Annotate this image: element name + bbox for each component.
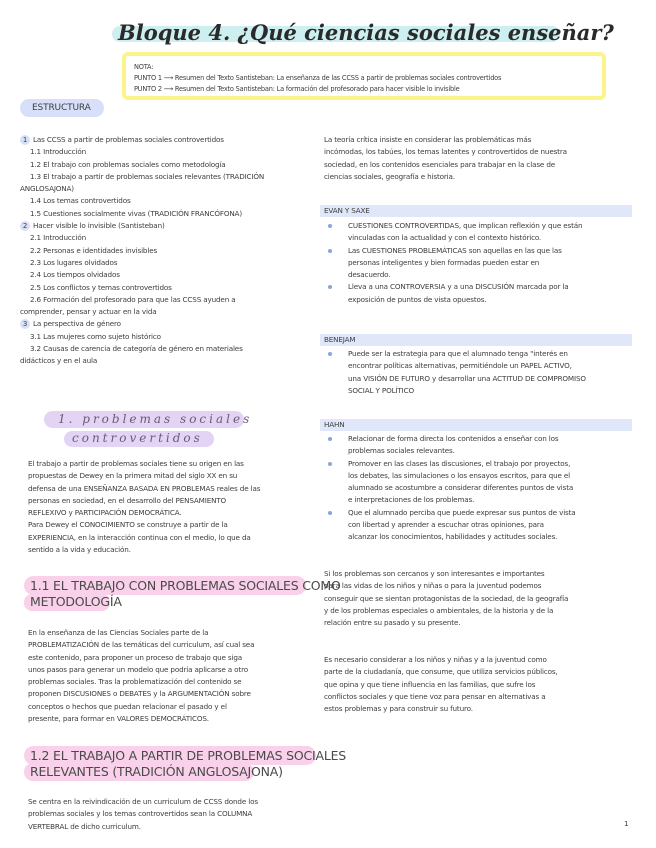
bullet-icon xyxy=(328,511,332,515)
list-item: 3.1 Las mujeres como sujeto histórico xyxy=(30,331,161,341)
text-line: CUESTIONES CONTROVERTIDAS, que implican reflexión y que están xyxy=(348,221,583,230)
list-item: 3 La perspectiva de género xyxy=(20,318,310,330)
benejam-label: BENEJAM xyxy=(324,335,356,344)
text-line: presente, para formar en VALORES DEMOCRÁTICOS. xyxy=(28,714,209,724)
text-line: personas en sociedad, en el desarrollo del PENSAMIENTO xyxy=(28,495,227,505)
text-line: Que el alumnado perciba que puede expresar sus puntos de vista xyxy=(348,507,576,517)
text-line: vinculadas con la actualidad y con el contexto histórico. xyxy=(348,233,542,243)
note-label: NOTA: xyxy=(134,63,154,71)
list-item xyxy=(324,507,634,544)
list-item: 1.4 Los temas controvertidos xyxy=(30,196,131,206)
text-line: personas inteligentes y bien formadas pueden estar en xyxy=(348,257,540,267)
text-line: Relacionar de forma directa los contenidos a enseñar con los xyxy=(348,434,559,443)
page-title: Bloque 4. ¿Qué ciencias sociales enseñar? xyxy=(118,20,614,45)
right-paragraph-3 xyxy=(324,654,634,715)
text-line: incómodas, los tabúes, los temas latentes y controvertidos de nuestra xyxy=(324,147,567,157)
section12-heading-line2: RELEVANTES (TRADICIÓN ANGLOSAJONA) xyxy=(30,764,283,779)
bullet-icon xyxy=(328,224,332,228)
hahn-list xyxy=(324,433,634,544)
text-line: Las CUESTIONES PROBLEMÁTICAS son aquellas en las que las xyxy=(348,245,562,255)
list-item: 2.5 Los conflictos y temas controvertidos xyxy=(30,282,172,292)
hahn-label: HAHN xyxy=(324,420,345,429)
list-item: 3.2 Causas de carencia de categoría de género en materiales xyxy=(30,344,243,354)
text-line: Es necesario considerar a los niños y niñas y a la juventud como xyxy=(324,655,547,664)
list-item xyxy=(324,433,634,458)
text-line: Para Dewey el CONOCIMIENTO se construye a partir de la xyxy=(28,520,228,530)
list-item: 2.4 Los tiempos olvidados xyxy=(30,270,120,280)
text-line: los debates, las simulaciones o los ensayos escritos, para que el xyxy=(348,470,571,480)
text-line: Si los problemas son cercanos y son interesantes e importantes xyxy=(324,569,545,578)
hahn-label-bar xyxy=(320,419,632,431)
section1-heading-line2: controvertidos xyxy=(72,431,203,445)
section11-heading-line1: 1.1 EL TRABAJO CON PROBLEMAS SOCIALES COMO xyxy=(30,578,341,593)
list-item: 2 Hacer visible lo invisible (Santisteban) xyxy=(20,220,310,232)
evans-list xyxy=(324,220,634,306)
list-item: 2.2 Personas e identidades invisibles xyxy=(30,245,158,255)
text-line: una VISIÓN DE FUTURO y desarrollar una ACTITUD DE COMPROMISO xyxy=(348,373,586,383)
text-line: PROBLEMATIZACIÓN de las temáticas del curriculum, así cual sea xyxy=(28,640,255,650)
note-line-1: PUNTO 1 ⟶ Resumen del Texto Santisteban: La enseñanza de las CCSS a partir de problemas sociales controvertidos xyxy=(134,74,502,82)
text-line: exposición de puntos de vista opuestos. xyxy=(348,294,487,304)
text-line: relación entre su pasado y su presente. xyxy=(324,618,461,628)
text-line: En la enseñanza de las Ciencias Sociales parte de la xyxy=(28,628,209,637)
list-item: comprender, pensar y actuar en la vida xyxy=(20,307,157,317)
text-line: problemas sociales. Tras la problematización del contenido se xyxy=(28,677,242,687)
text-line: problemas sociales y los temas controvertidos sean la COLUMNA xyxy=(28,809,253,819)
list-item: 1 Las CCSS a partir de problemas sociales controvertidos xyxy=(20,134,310,146)
page-number: 1 xyxy=(624,819,629,828)
section11-heading-line2: METODOLOGÍA xyxy=(30,594,122,609)
text-line: ciencias sociales, geografía e historia. xyxy=(324,171,455,181)
list-item xyxy=(324,220,634,245)
right-intro xyxy=(324,134,634,183)
bullet-icon xyxy=(328,249,332,253)
list-item xyxy=(324,348,634,397)
text-line: El trabajo a partir de problemas sociales tiene su origen en las xyxy=(28,459,244,468)
bullet-icon xyxy=(328,352,332,356)
bullet-icon xyxy=(328,462,332,466)
text-line: sociedad, en los contenidos esenciales para trabajar en la clase de xyxy=(324,159,556,169)
text-line: problemas sociales relevantes. xyxy=(348,446,455,456)
text-line: Puede ser la estrategia para que el alumnado tenga "interés en xyxy=(348,349,568,358)
section11-paragraph xyxy=(28,627,313,725)
list-item: 1.3 El trabajo a partir de problemas sociales relevantes (TRADICIÓN xyxy=(30,171,265,181)
list-item: 1.2 El trabajo con problemas sociales como metodología xyxy=(30,159,226,169)
text-line: unos pasos para generar un modelo que podría aplicarse a otro xyxy=(28,664,248,674)
list-item: 2.6 Formación del profesorado para que las CCSS ayuden a xyxy=(30,294,236,304)
text-line: proponen DISCUSIONES o DEBATES y la ARGUMENTACIÓN sobre xyxy=(28,689,251,699)
text-line: este contenido, para proponer un proceso de trabajo que siga xyxy=(28,652,243,662)
text-line: Promover en las clases las discusiones, el trabajo por proyectos, xyxy=(348,458,571,468)
text-line: que opina y que tiene influencia en las familias, que sufre los xyxy=(324,679,536,689)
list-item xyxy=(324,245,634,282)
list-item: ANGLOSAJONA) xyxy=(20,184,74,194)
text-line: propuestas de Dewey en la primera mitad del siglo XX en su xyxy=(28,471,238,481)
text-line: SOCIAL Y POLÍTICO xyxy=(348,385,414,395)
text-line: EXPERIENCIA, en la interacción continua con el medio, lo que da xyxy=(28,532,251,542)
right-paragraph-2 xyxy=(324,568,634,629)
bullet-icon xyxy=(328,437,332,441)
list-item: didácticos y en el aula xyxy=(20,356,98,366)
list-item: 2.3 Los lugares olvidados xyxy=(30,257,118,267)
note-box xyxy=(122,52,606,100)
list-item: 2.1 Introducción xyxy=(30,233,86,243)
estructura-label: ESTRUCTURA xyxy=(32,103,91,113)
bullet-icon xyxy=(328,285,332,289)
text-line: y de los problemas especiales o ambientales, de la historia y de la xyxy=(324,605,554,615)
section12-paragraph xyxy=(28,796,313,833)
list-item: 1.5 Cuestiones socialmente vivas (TRADICIÓN FRANCÓFONA) xyxy=(30,208,242,218)
text-line: para las vidas de los niños y niñas o para la juventud podemos xyxy=(324,581,542,591)
text-line: estos problemas y para construir su futuro. xyxy=(324,704,473,714)
text-line: desacuerdo. xyxy=(348,270,391,280)
text-line: con libertad y aprender a escuchar otras opiniones, para xyxy=(348,520,544,530)
list-item xyxy=(324,281,634,306)
text-line: alumnado se acostumbre a considerar diferentes puntos de vista xyxy=(348,483,574,493)
text-line: La teoría crítica insiste en considerar las problemáticas más xyxy=(324,135,532,144)
text-line: Se centra en la reivindicación de un curriculum de CCSS donde los xyxy=(28,797,258,806)
text-line: defensa de una ENSEÑANZA BASADA EN PROBLEMAS reales de las xyxy=(28,483,261,493)
benejam-label-bar xyxy=(320,334,632,346)
section12-heading-line1: 1.2 EL TRABAJO A PARTIR DE PROBLEMAS SOCIALES xyxy=(30,748,347,763)
estructura-list xyxy=(20,134,310,368)
text-line: conflictos sociales y que tiene voz para pensar en alternativas a xyxy=(324,691,546,701)
text-line: parte de la ciudadanía, que consume, que utiliza servicios públicos, xyxy=(324,667,558,677)
list-item: 1.1 Introducción xyxy=(30,147,86,157)
text-line: sentido a la vida y educación. xyxy=(28,545,131,555)
text-line: alcanzar los conocimientos, habilidades y actitudes sociales. xyxy=(348,532,558,542)
evans-label: EVAN Y SAXE xyxy=(324,206,370,215)
list-item xyxy=(324,458,634,507)
text-line: e interpretaciones de los problemas. xyxy=(348,495,475,505)
text-line: encontrar políticas alternativas, permitiéndole un PAPEL ACTIVO, xyxy=(348,361,572,371)
section1-paragraph xyxy=(28,458,313,556)
benejam-list xyxy=(324,348,634,397)
text-line: conceptos o hechos que puedan relacionar el pasado y el xyxy=(28,701,227,711)
section1-heading-line1: 1. problemas sociales xyxy=(58,412,253,426)
note-line-2: PUNTO 2 ⟶ Resumen del Texto Santisteban: La formación del profesorado para hacer visible lo invisible xyxy=(134,85,460,93)
text-line: VERTEBRAL de dicho curriculum. xyxy=(28,821,141,831)
text-line: conseguir que se sientan protagonistas de la sociedad, de la geografía xyxy=(324,593,569,603)
text-line: Lleva a una CONTROVERSIA y a una DISCUSIÓN marcada por la xyxy=(348,282,569,292)
text-line: REFLEXIVO y PARTICIPACIÓN DEMOCRÁTICA. xyxy=(28,508,182,518)
